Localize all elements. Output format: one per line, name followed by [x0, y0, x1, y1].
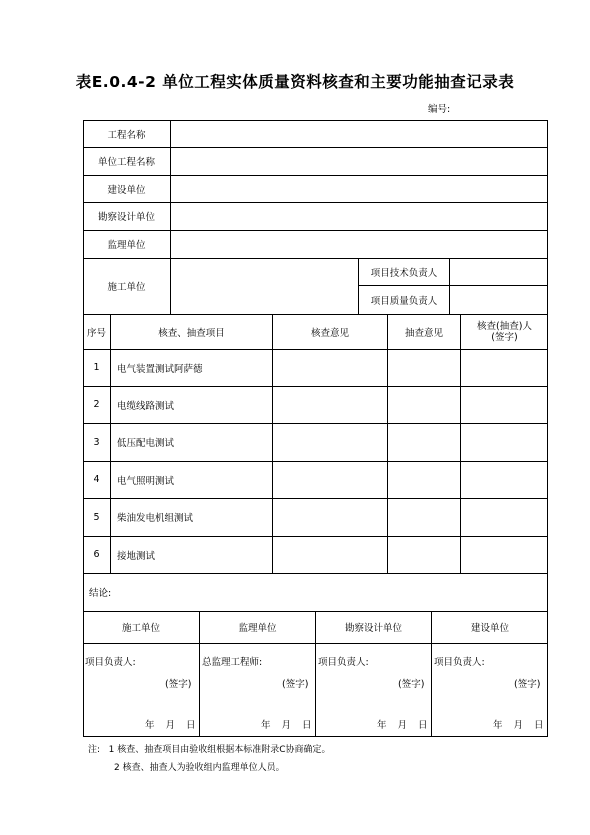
row-number: 4 — [93, 474, 100, 485]
sign-unit-builder: 施工单位 — [121, 623, 160, 634]
unit-project-name-field[interactable] — [171, 147, 548, 175]
quality-lead-label: 项目质量负责人 — [370, 295, 438, 307]
survey-design-unit-field[interactable] — [171, 202, 548, 230]
project-name-label: 工程名称 — [107, 129, 146, 141]
row-item: 电缆线路测试 — [117, 400, 175, 412]
signature-mark: (签字) — [514, 679, 541, 690]
sign-date: 年 月 日 — [145, 720, 196, 731]
row-number: 6 — [93, 549, 100, 560]
note-1: 1 核查、抽查项目由验收组根据本标准附录C协商确定。 — [108, 745, 331, 755]
page-title: 表E.0.4-2 单位工程实体质量资料核查和主要功能抽查记录表 — [75, 73, 515, 91]
signature-mark: (签字) — [165, 679, 192, 690]
sign-unit-supervision: 监理单位 — [238, 623, 277, 634]
row-item: 电气照明测试 — [117, 475, 175, 487]
seq-header: 序号 — [86, 327, 106, 339]
divider — [460, 314, 461, 573]
signer-label: 总监理工程师: — [202, 657, 263, 668]
notes-prefix: 注: — [88, 745, 101, 755]
builder-unit-field[interactable] — [171, 258, 358, 314]
quality-lead-field[interactable] — [450, 285, 548, 314]
row-number: 3 — [93, 436, 100, 448]
row-number: 5 — [93, 511, 100, 523]
survey-design-unit-label: 勘察设计单位 — [97, 212, 155, 223]
sign-date: 年 月 日 — [261, 720, 312, 731]
row-number: 2 — [93, 399, 100, 410]
project-name-field[interactable] — [171, 120, 548, 147]
divider — [387, 314, 388, 573]
conclusion-label: 结论: — [89, 588, 112, 599]
row-number: 1 — [93, 362, 100, 373]
check-opinion-header: 核查意见 — [310, 327, 349, 339]
divider — [272, 314, 273, 573]
row-item: 柴油发电机组测试 — [117, 513, 194, 524]
signature-mark: (签字) — [282, 679, 309, 690]
tech-lead-label: 项目技术负责人 — [370, 267, 438, 279]
note-2: 2 核查、抽查人为验收组内监理单位人员。 — [114, 763, 285, 773]
supervision-unit-field[interactable] — [171, 230, 548, 258]
builder-unit-label: 施工单位 — [107, 282, 146, 293]
signer-label: 项目负责人: — [318, 657, 369, 668]
row-item: 接地测试 — [117, 550, 156, 562]
item-header: 核查、抽查项目 — [158, 327, 225, 339]
sign-date: 年 月 日 — [377, 720, 428, 731]
construction-unit-field[interactable] — [171, 175, 548, 202]
serial-number-label: 编号: — [428, 104, 451, 115]
signature-mark: (签字) — [398, 679, 425, 690]
checker-header: 核查(抽查)人 (签字) — [477, 320, 532, 343]
footnotes — [88, 741, 331, 777]
row-item: 电气装置测试阿萨德 — [117, 363, 203, 375]
unit-project-name-label: 单位工程名称 — [97, 157, 155, 168]
row-item: 低压配电测试 — [117, 438, 175, 449]
sign-unit-survey-design: 勘察设计单位 — [344, 623, 402, 634]
signer-label: 项目负责人: — [434, 657, 485, 668]
signer-label: 项目负责人: — [85, 657, 136, 668]
construction-unit-label: 建设单位 — [107, 184, 146, 196]
tech-lead-field[interactable] — [450, 258, 548, 285]
sample-opinion-header: 抽查意见 — [404, 327, 443, 339]
sign-unit-construction: 建设单位 — [470, 623, 509, 634]
record-sheet — [83, 120, 548, 737]
supervision-unit-label: 监理单位 — [107, 240, 146, 251]
sign-date: 年 月 日 — [493, 720, 544, 731]
